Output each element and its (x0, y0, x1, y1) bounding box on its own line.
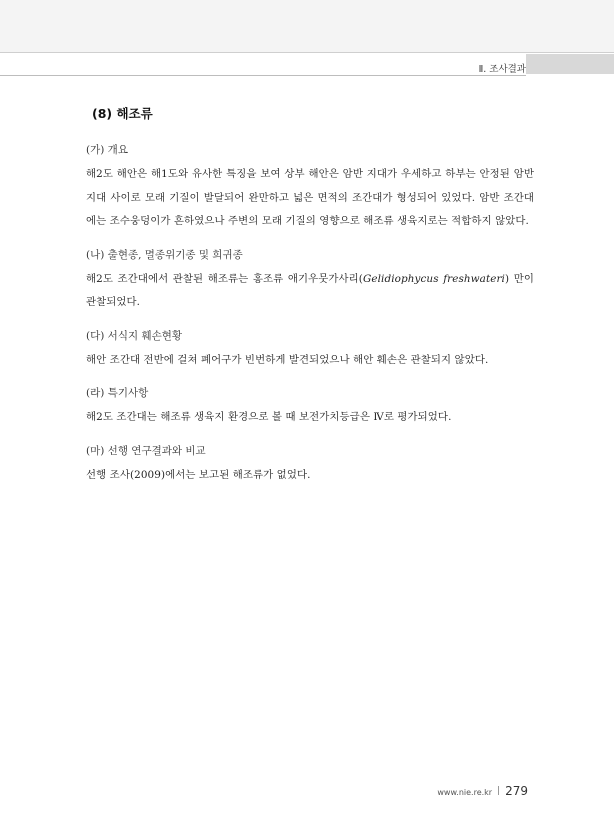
subsection-special-notes (86, 385, 534, 430)
top-band (0, 0, 614, 52)
paragraph: 선행 조사(2009)에서는 보고된 해조류가 없었다. (86, 468, 311, 481)
subsection-heading: (마) 선행 연구결과와 비교 (86, 444, 206, 457)
website-link[interactable]: www.nie.re.kr (437, 788, 493, 797)
paragraph: 해안 조간대 전반에 걸쳐 폐어구가 빈번하게 발견되었으나 해안 훼손은 관찰되지 않았다. (86, 353, 489, 366)
header-rule (0, 75, 526, 76)
chapter-tab (526, 54, 614, 74)
subsection-heading: (나) 출현종, 멸종위기종 및 희귀종 (86, 248, 243, 261)
section-title: (8) 해조류 (92, 106, 153, 121)
subsection-heading: (다) 서식지 훼손현황 (86, 329, 183, 342)
subsection-habitat-damage (86, 328, 534, 373)
page-footer (437, 780, 528, 799)
subsection-heading: (라) 특기사항 (86, 387, 149, 399)
page-body (86, 104, 534, 500)
paragraph-text: ) 만이 관찰되었다. (86, 272, 534, 308)
paragraph-text: 해2도 조간대에서 관찰된 해조류는 홍조류 애기우뭇가사리( (86, 272, 363, 285)
top-divider (0, 52, 614, 53)
paragraph: 해2도 해안은 해1도와 유사한 특징을 보여 상부 해안은 암반 지대가 우세하고 하부는 안정된 암반 지대 사이로 모래 기질이 발달되어 완만하고 넓은 면적의 조간대가 형성되어 있었다. 암반 조간대에는 조수웅덩이가 흔하였으나 주변의 모래 기질의 영향으로 해조류 생육지로는 적합하지 않았다. (86, 168, 534, 227)
footer-separator (498, 786, 499, 795)
subsection-overview (86, 142, 534, 234)
paragraph (86, 268, 534, 315)
running-header: Ⅱ. 조사결과 (478, 64, 526, 75)
subsection-previous-study (86, 443, 534, 488)
species-name: Gelidiophycus freshwateri (362, 272, 505, 285)
subsection-heading: (가) 개요 (86, 144, 128, 156)
page-number: 279 (505, 784, 528, 798)
paragraph: 해2도 조간대는 해조류 생육지 환경으로 볼 때 보전가치등급은 Ⅳ로 평가되었다. (86, 411, 452, 423)
subsection-species (86, 247, 534, 315)
